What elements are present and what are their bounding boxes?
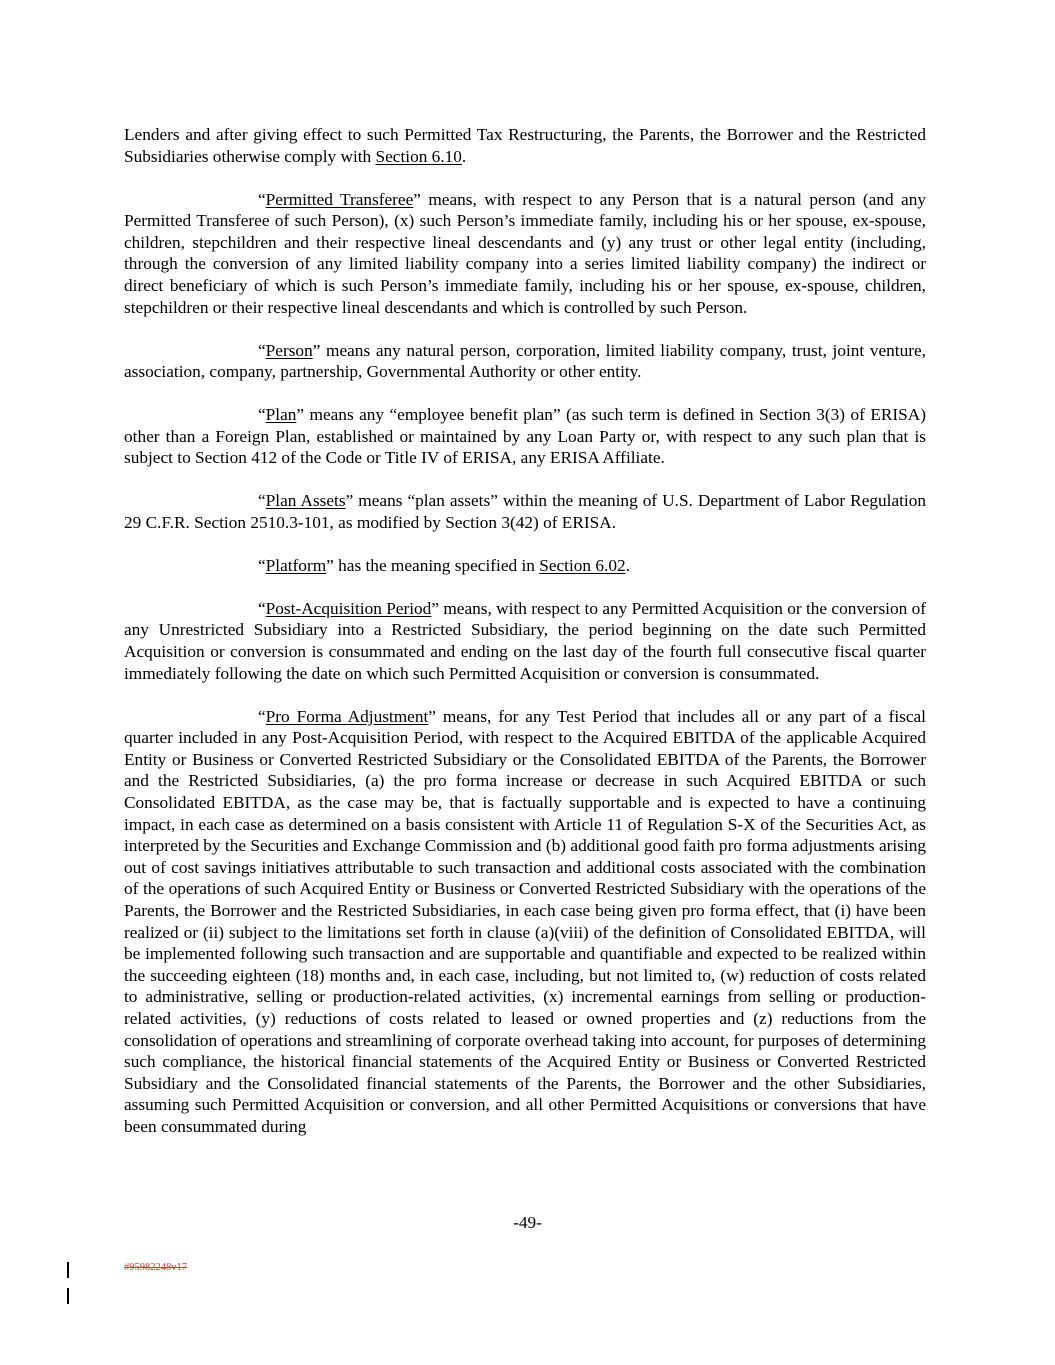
- definition-paragraph: [124, 404, 926, 469]
- defined-term: Permitted Transferee: [265, 189, 414, 209]
- paragraph-text: “: [258, 340, 266, 360]
- defined-term: Section 6.10: [375, 146, 462, 166]
- change-bar-bottom: [67, 1288, 69, 1304]
- paragraph-text: ” means, for any Test Period that includes all or any part of a fiscal quarter included in any Post-Acquisition Period, with respect to the Acquired EBITDA of the applicable Acquired Entity or Business or Converted Restricted Subsidiary or the Consolidated EBITDA of the Parents, the Borrower and the Restricted Subsidiaries, (a) the pro forma increase or decrease in such Acquired EBITDA or such Consolidated EBITDA, as the case may be, that is factually supportable and is expected to have a continuing impact, in each case as determined on a basis consistent with Article 11 of Regulation S-X of the Securities Act, as interpreted by the Securities and Exchange Commission and (b) additional good faith pro forma adjustments arising out of cost savings initiatives attributable to such transaction and additional costs associated with the combination of the operations of such Acquired Entity or Business or Converted Restricted Subsidiary with the operations of the Parents, the Borrower and the Restricted Subsidiaries, in each case being given pro forma effect, that (i) have been realized or (ii) subject to the limitations set forth in clause (a)(viii) of the definition of Consolidated EBITDA, will be implemented following such transaction and are supportable and quantifiable and expected to be realized within the succeeding eighteen (18) months and, in each case, including, but not limited to, (w) reduction of costs related to administrative, selling or production-related activities, (x) incremental earnings from selling or production-related activities, (y) reductions of costs related to leased or owned properties and (z) reductions from the consolidation of operations and streamlining of corporate overhead taking into account, for purposes of determining such compliance, the historical financial statements of the Acquired Entity or Business or Converted Restricted Subsidiary and the Consolidated financial statements of the Parents, the Borrower and the other Subsidiaries, assuming such Permitted Acquisition or conversion, and all other Permitted Acquisitions or conversions that have been consummated during: [124, 706, 926, 1136]
- paragraph-text: ” means any natural person, corporation, limited liability company, trust, joint venture, association, company, partnership, Governmental Authority or other entity.: [124, 340, 926, 382]
- defined-term: Plan: [265, 405, 297, 425]
- definition-paragraph: [124, 555, 926, 577]
- paragraph-text: ” means, with respect to any Permitted Acquisition or the conversion of any Unrestricted Subsidiary into a Restricted Subsidiary, the period beginning on the date such Permitted Acquisition or conversion is consummated and ending on the last day of the fourth full consecutive fiscal quarter immediately following the date on which such Permitted Acquisition or conversion is consummated.: [124, 598, 926, 683]
- paragraph-text: .: [461, 146, 467, 166]
- change-bar-top: [67, 1262, 69, 1278]
- defined-term: Pro Forma Adjustment: [265, 706, 429, 726]
- paragraph-text: “: [258, 555, 266, 575]
- definition-paragraph: [124, 340, 926, 383]
- paragraph-text: Lenders and after giving effect to such Permitted Tax Restructuring, the Parents, the Borrower and the Restricted Subsidiaries otherwise comply with: [124, 125, 926, 166]
- definition-paragraph: [124, 598, 926, 684]
- definition-paragraph: [124, 490, 926, 533]
- defined-term: Plan Assets: [265, 491, 346, 511]
- paragraph-text: ” means, with respect to any Person that is a natural person (and any Permitted Transferee of such Person), (x) such Person’s immediate family, including his or her spouse, ex-spouse, children, stepchildren and their respective lineal descendants and (y) any trust or other legal entity (including, through the conversion of any limited liability company into a series limited liability company) the indirect or direct beneficiary of which is such Person’s immediate family, including his or her spouse, ex-spouse, children, stepchildren or their respective lineal descendants and which is controlled by such Person.: [124, 189, 926, 317]
- defined-term: Platform: [265, 555, 327, 575]
- paragraph-text: ” means “plan assets” within the meaning of U.S. Department of Labor Regulation 29 C.F.R. Section 2510.3-101, as modified by Section 3(42) of ERISA.: [124, 491, 927, 532]
- paragraph-text: ” means any “employee benefit plan” (as such term is defined in Section 3(3) of ERISA) other than a Foreign Plan, established or maintained by any Loan Party or, with respect to any such plan that is subject to Section 412 of the Code or Title IV of ERISA, any ERISA Affiliate.: [124, 405, 926, 468]
- defined-term: Section 6.02: [539, 555, 626, 575]
- definition-paragraph: [124, 706, 926, 1138]
- paragraph-text: “: [258, 706, 266, 726]
- paragraph-text: ” has the meaning specified in: [326, 555, 540, 575]
- defined-term: Person: [265, 340, 313, 360]
- paragraph-text: .: [625, 555, 630, 575]
- paragraph-text: “: [258, 405, 266, 425]
- defined-term: Post-Acquisition Period: [265, 598, 432, 618]
- document-body: [124, 124, 926, 1159]
- definition-paragraph: [124, 189, 926, 319]
- page-number: -49-: [513, 1213, 542, 1232]
- paragraph-text: “: [258, 491, 266, 511]
- definition-paragraph: [124, 124, 926, 167]
- paragraph-text: “: [258, 189, 266, 209]
- document-id: #95982248v17: [124, 1262, 187, 1273]
- paragraph-text: “: [258, 598, 266, 618]
